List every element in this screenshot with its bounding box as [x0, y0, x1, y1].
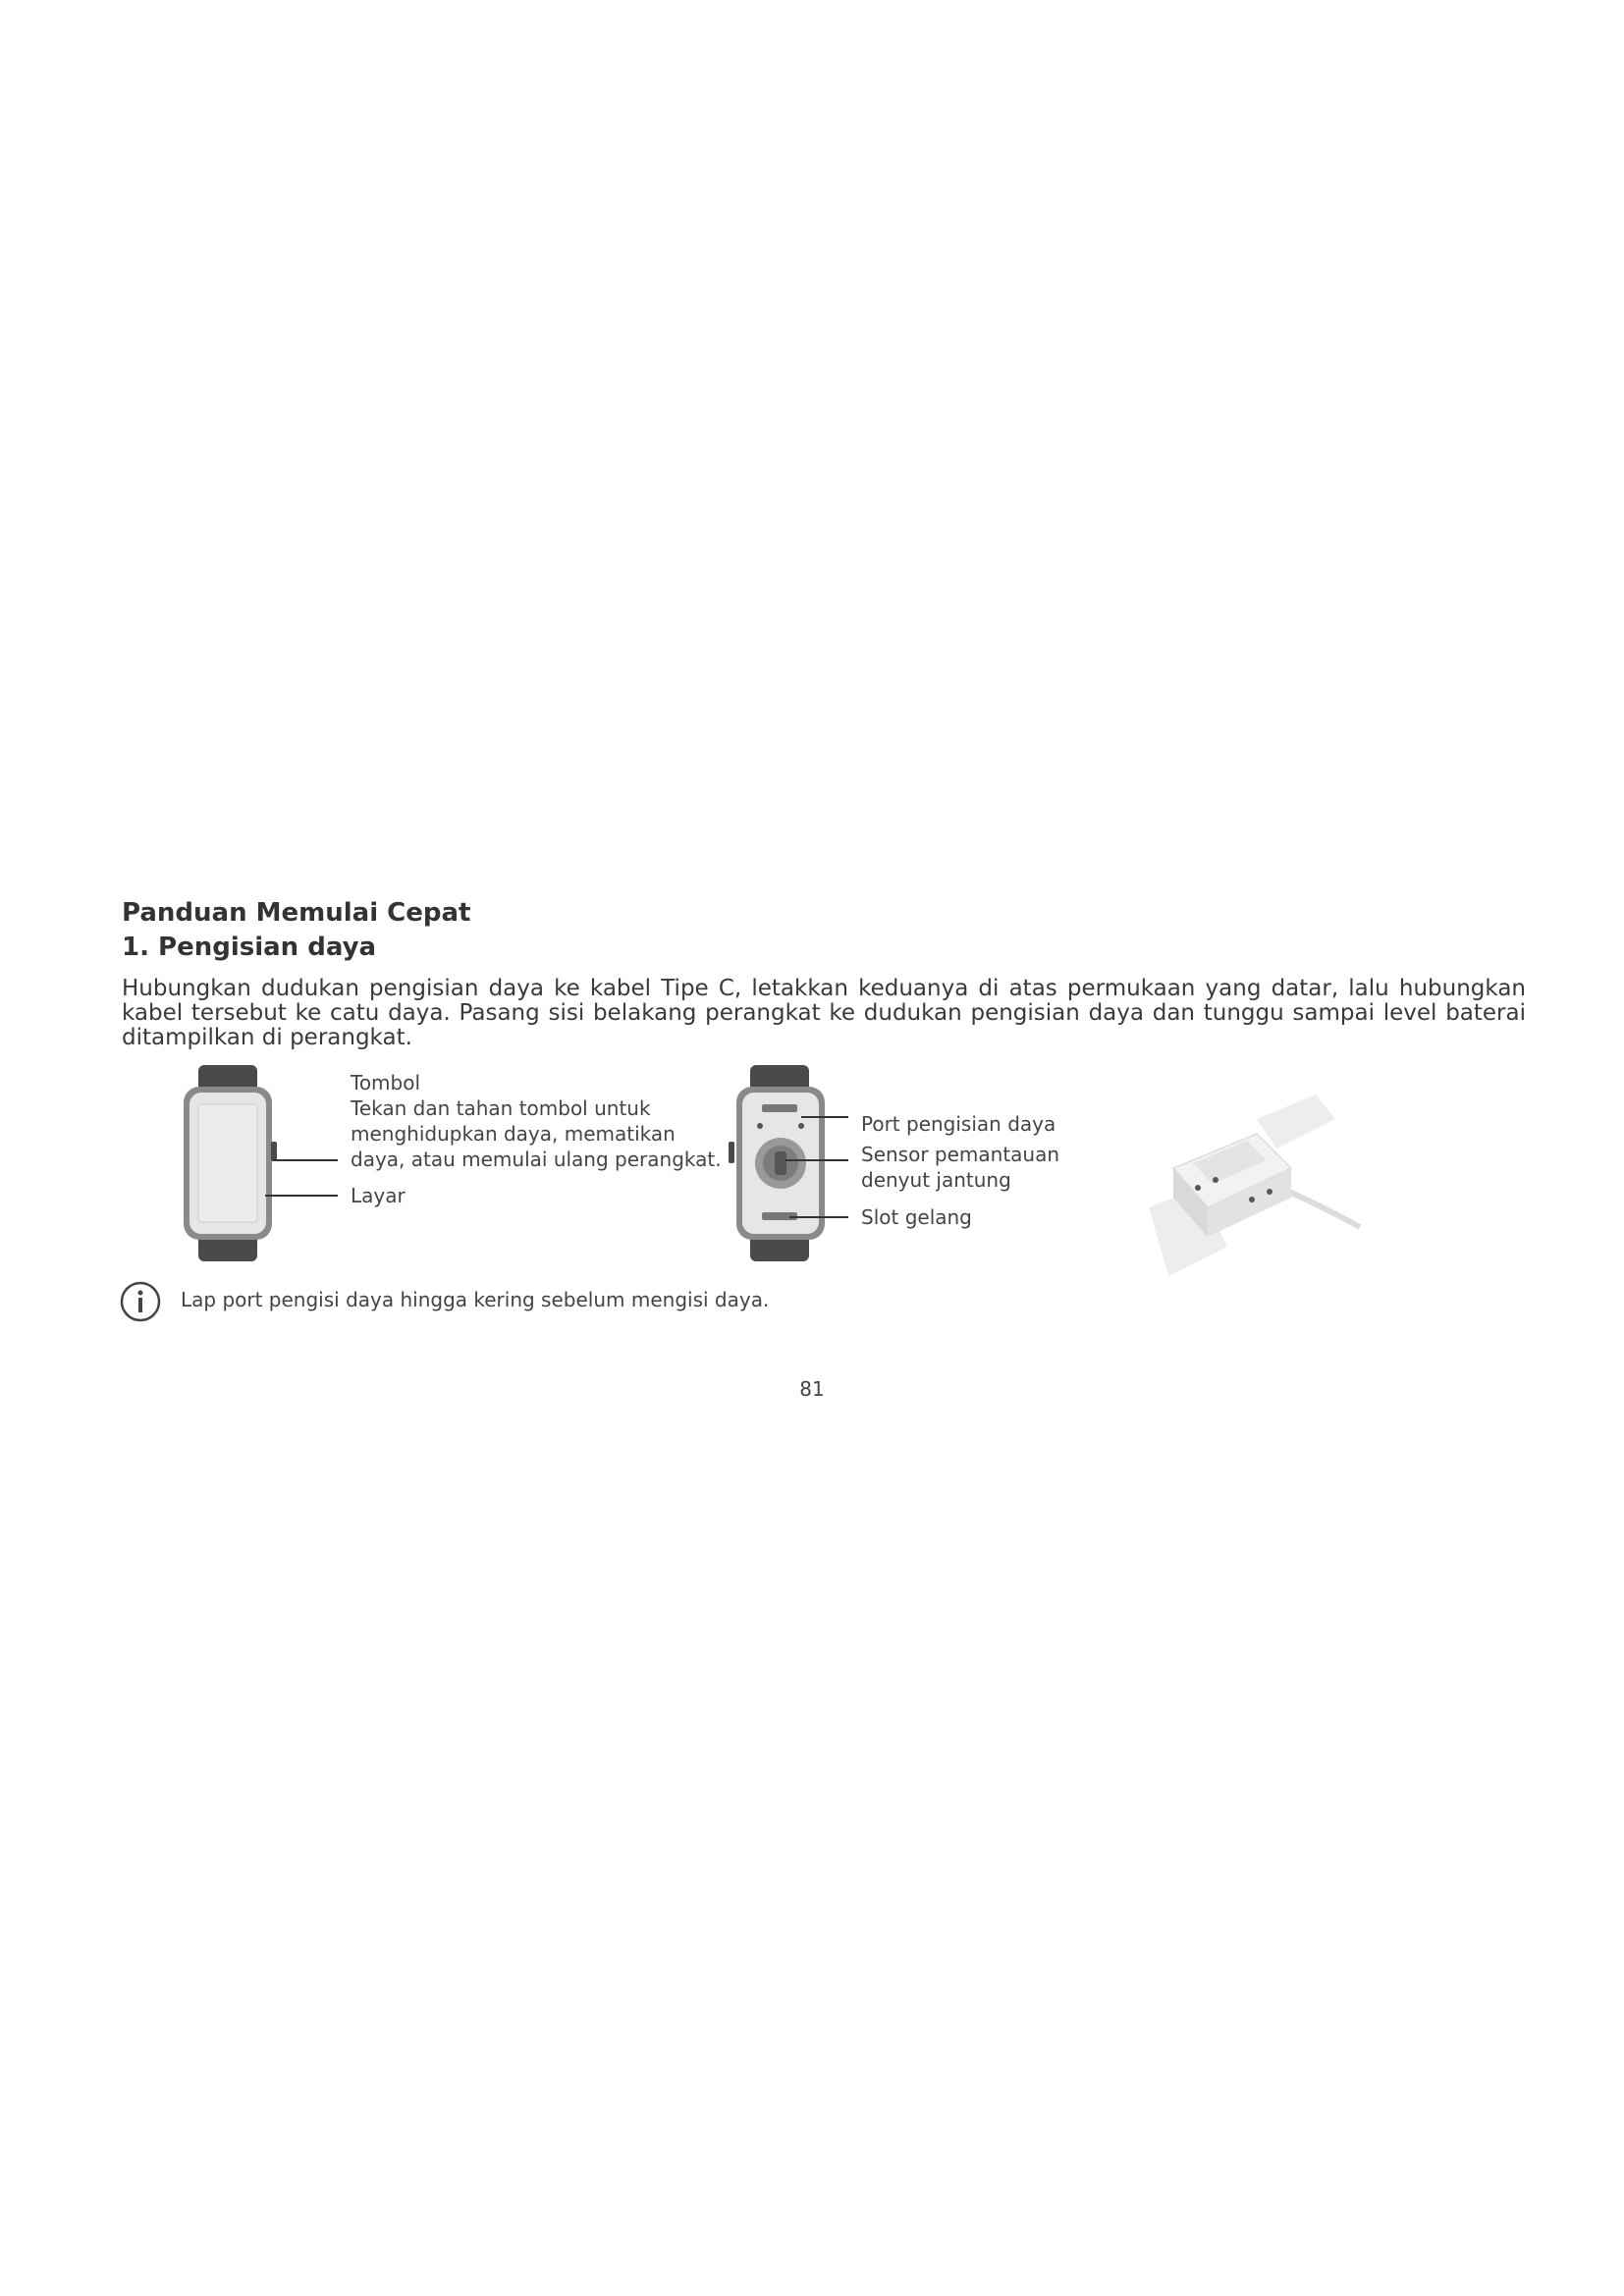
- button-desc-line-2: menghidupkan daya, mematikan: [351, 1122, 676, 1146]
- button-label: Tombol: [351, 1071, 421, 1095]
- sensor-label-line-2: denyut jantung: [861, 1168, 1011, 1192]
- sensor-label-line-1: Sensor pemantauan: [861, 1143, 1060, 1166]
- charging-cradle-illustration: [1129, 1090, 1375, 1286]
- instructions-paragraph: Hubungkan dudukan pengisian daya ke kabel Tipe C, letakkan keduanya di atas permukaan yang datar, lalu hubungkan kabel tersebut ke catu daya. Pasang sisi belakang perangkat ke dudukan pengisian daya dan tunggu sampai level baterai ditampilkan di perangkat.: [122, 976, 1526, 1050]
- back-leader-lines: [785, 1109, 854, 1227]
- page-number: 81: [799, 1377, 825, 1401]
- screen-label: Layar: [351, 1184, 406, 1207]
- button-desc-line-3: daya, atau memulai ulang perangkat.: [351, 1148, 722, 1171]
- button-desc-line-1: Tekan dan tahan tombol untuk: [351, 1096, 651, 1120]
- section-title: Panduan Memulai Cepat: [122, 898, 471, 928]
- strap-slot-label: Slot gelang: [861, 1205, 972, 1229]
- info-icon: [119, 1280, 162, 1323]
- step-heading: 1. Pengisian daya: [122, 933, 377, 962]
- note-text: Lap port pengisi daya hingga kering sebelum mengisi daya.: [181, 1288, 770, 1311]
- front-leader-lines: [265, 1148, 353, 1207]
- charging-port-label: Port pengisian daya: [861, 1112, 1056, 1136]
